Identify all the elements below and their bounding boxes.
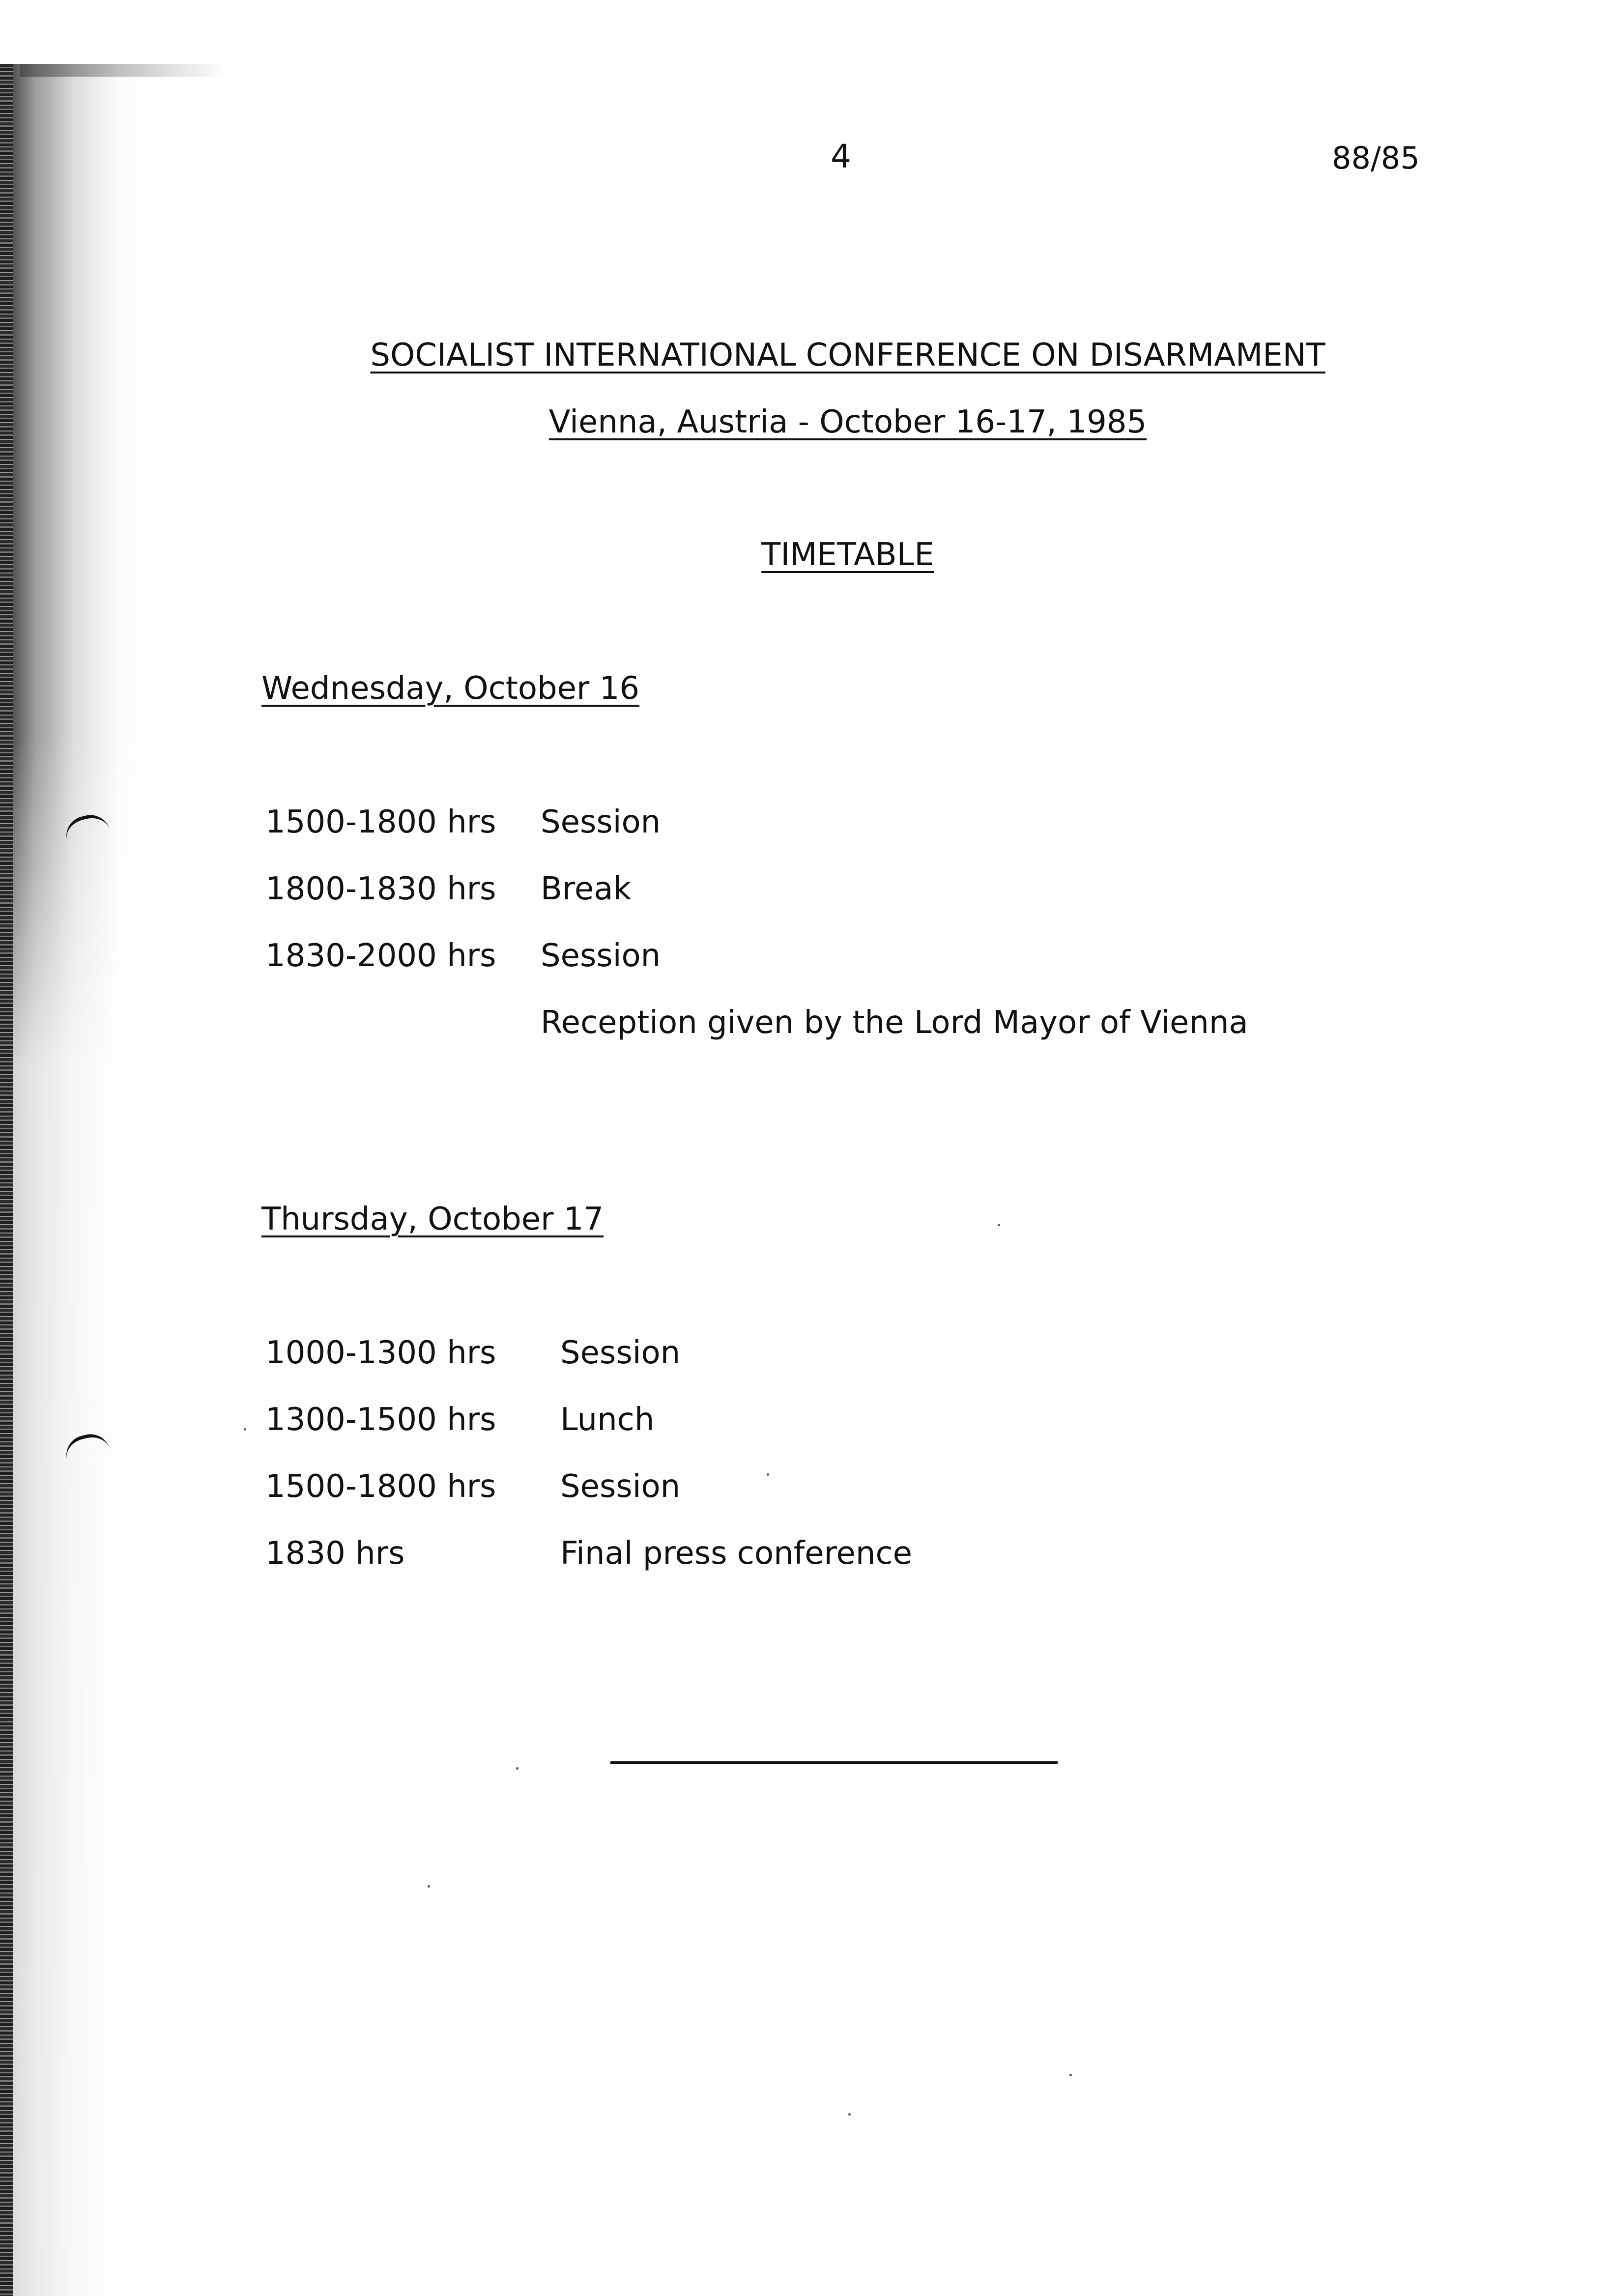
schedule-event: Break xyxy=(541,871,632,907)
schedule-row xyxy=(265,1468,681,1505)
scan-speck xyxy=(767,1473,769,1476)
scan-edge-strip xyxy=(0,64,13,2296)
day-heading-thursday: Thursday, October 17 xyxy=(261,1201,604,1237)
schedule-time: 1500-1800 hrs xyxy=(265,1468,496,1505)
end-rule xyxy=(610,1761,1058,1764)
schedule-time: 1830 hrs xyxy=(265,1535,405,1572)
schedule-event: Session xyxy=(541,804,661,840)
schedule-time: 1300-1500 hrs xyxy=(265,1402,496,1438)
schedule-time: 1830-2000 hrs xyxy=(265,938,496,974)
schedule-event: Session xyxy=(541,938,661,974)
schedule-event: Lunch xyxy=(560,1402,655,1438)
page-number: 4 xyxy=(831,138,851,175)
schedule-time: 1800-1830 hrs xyxy=(265,871,496,907)
scan-shadow xyxy=(0,64,162,2296)
conference-subtitle-text: Vienna, Austria - October 16-17, 1985 xyxy=(548,404,1147,440)
scan-speck xyxy=(244,1428,246,1431)
schedule-row xyxy=(265,1535,912,1572)
schedule-row xyxy=(265,871,632,907)
day-heading-wednesday: Wednesday, October 16 xyxy=(261,670,640,707)
conference-title xyxy=(0,337,1612,373)
conference-title-text: SOCIALIST INTERNATIONAL CONFERENCE ON DISARMAMENT xyxy=(370,337,1325,373)
document-reference: 88/85 xyxy=(1332,140,1420,176)
scan-speck xyxy=(428,1885,430,1888)
schedule-time: 1500-1800 hrs xyxy=(265,804,496,840)
schedule-row xyxy=(265,938,661,974)
scan-speck xyxy=(848,2113,851,2116)
schedule-event: Reception given by the Lord Mayor of Vienna xyxy=(541,1004,1248,1041)
schedule-row xyxy=(265,804,661,840)
scan-top-mark xyxy=(20,64,226,77)
schedule-event: Session xyxy=(560,1468,681,1505)
schedule-time: 1000-1300 hrs xyxy=(265,1335,496,1371)
scan-speck xyxy=(516,1767,518,1770)
scan-speck xyxy=(1069,2074,1072,2076)
scan-speck xyxy=(998,1224,1000,1226)
schedule-event: Final press conference xyxy=(560,1535,912,1572)
timetable-heading-text: TIMETABLE xyxy=(761,537,934,573)
timetable-heading xyxy=(0,537,1612,573)
schedule-row xyxy=(265,1335,681,1371)
conference-subtitle xyxy=(0,404,1612,440)
schedule-event: Session xyxy=(560,1335,681,1371)
schedule-row xyxy=(265,1402,655,1438)
